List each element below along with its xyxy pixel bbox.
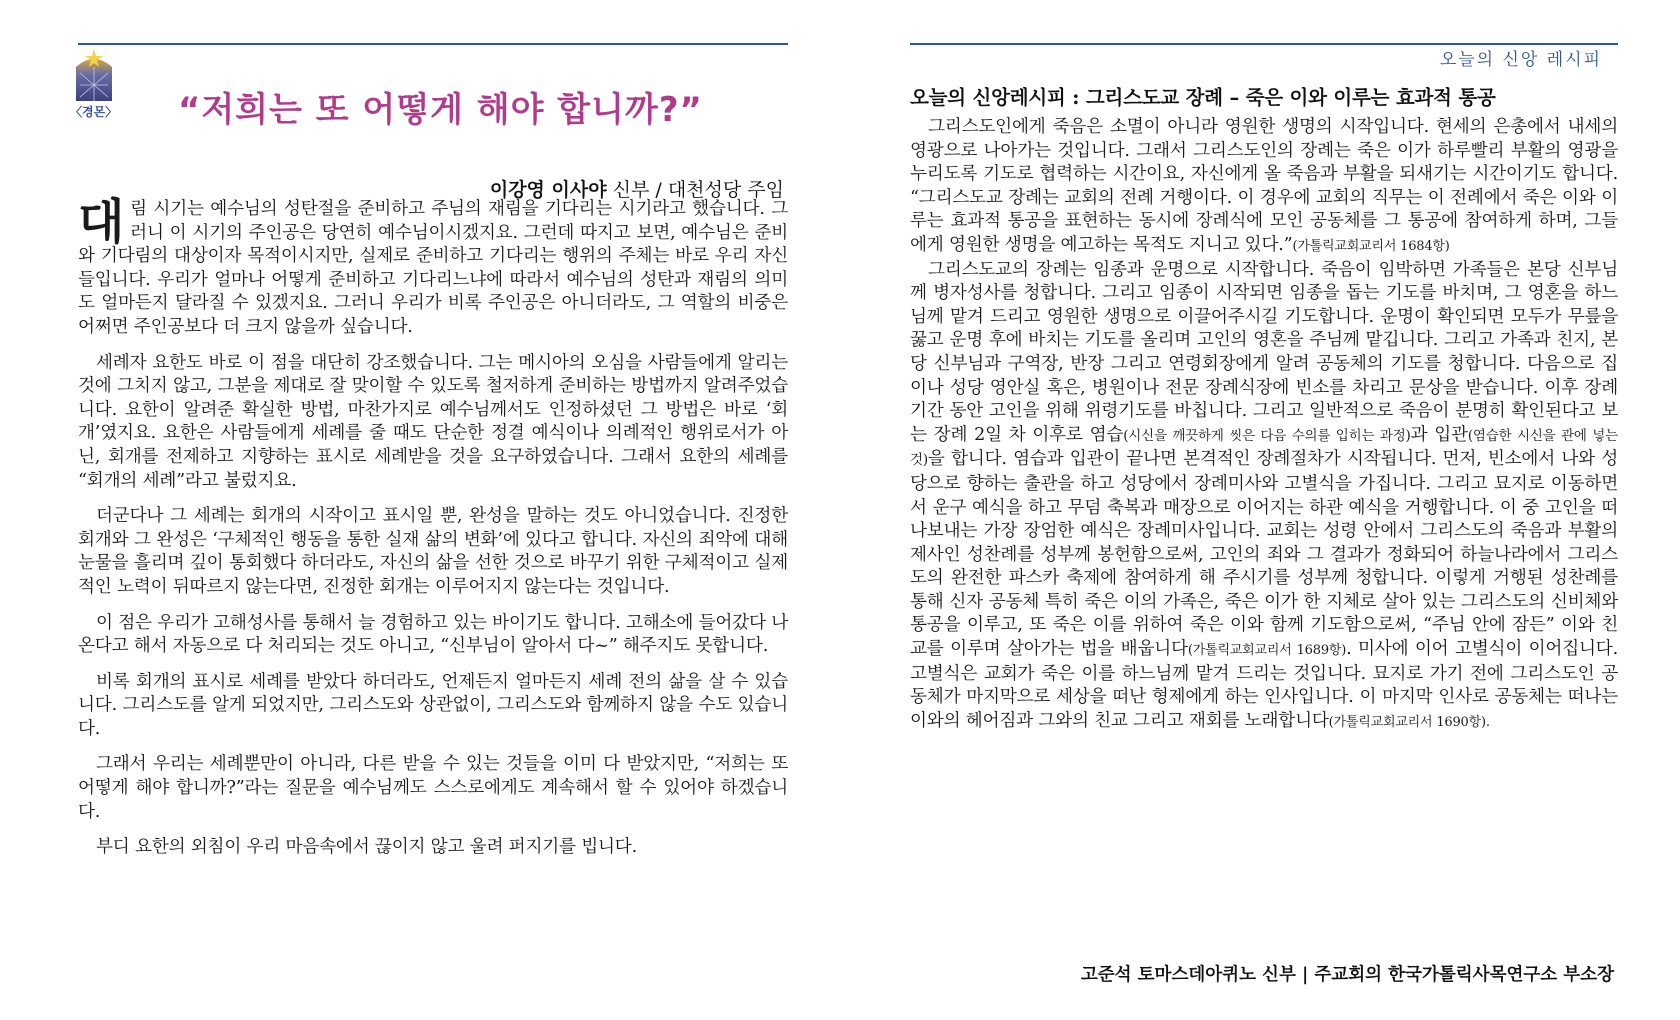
footnote-inline: (시신을 깨끗하게 씻은 다음 수의를 입히는 과정) — [1123, 427, 1411, 444]
footnote-inline: (염습한 시신을 관에 넣는 것) — [910, 427, 1618, 469]
paragraph: 대림 시기는 예수님의 성탄절을 준비하고 주님의 재림을 기다리는 시기라고 했습니다. 그러니 이 시기의 주인공은 당연히 예수님이시겠지요. 그런데 따지고 보면, 예수님은 준비와 기다림의 대상이자 목적이시지만, 실제로 준비하고 기다리는 행위의 주체는 바로 우리 자신들입니다. 우리가 얼마나 어떻게 준비하고 기다리느냐에 따라서 예수님의 성탄과 재림의 의미도 얼마든지 달라질 수 있겠지요. 그러니 우리가 비록 주인공은 아니더라도, 그 역할의 비중은 어쩌면 주인공보다 더 크지 않을까 싶습니다. — [78, 194, 788, 337]
paragraph: 비록 회개의 표시로 세례를 받았다 하더라도, 언제든지 얼마든지 세례 전의 삶을 살 수 있습니다. 그리스도를 알게 되었지만, 그리스도와 상관없이, 그리스도와 함께하지 않을 수도 있습니다. — [78, 671, 788, 739]
paragraph: 그리스도교의 장례는 임종과 운명으로 시작합니다. 죽음이 임박하면 가족들은 본당 신부님께 병자성사를 청합니다. 그리고 임종이 시작되면 임종을 돕는 기도를 바치며, 그 영혼을 하느님께 맡겨 드리고 영원한 생명으로 이끌어주시길 기도합니다. 운명이 확인되면 모두가 무릎을 꿇고 운명 후에 바치는 기도를 올리며 고인의 영혼을 주님께 맡깁니다. 그리고 가족과 친지, 본당 신부님과 구역장, 반장 그리고 연령회장에게 알려 공동체의 기도를 청합니다. 다음으로 집이나 성당 영안실 혹은, 병원이나 전문 장례식장에 빈소를 차리고 문상을 받습니다. 이후 장례 기간 동안 고인을 위해 위령기도를 바칩니다. 그리고 일반적으로 죽음이 분명히 확인된다고 보는 장례 2일 차 이후로 염습(시신을 깨끗하게 씻은 다음 수의를 입히는 과정)과 입관(염습한 시신을 관에 넣는 것)을 합니다. 염습과 입관이 끝나면 본격적인 장례절차가 시작됩니다. 먼저, 빈소에서 나와 성당으로 향하는 출관을 하고 성당에서 장례미사와 고별식을 가집니다. 그리고 묘지로 이동하면서 운구 예식을 하고 무덤 축복과 매장으로 이어지는 하관 예식을 거행합니다. 이 중 고인을 떠나보내는 가장 장엄한 예식은 장례미사입니다. 교회는 성령 안에서 그리스도의 죽음과 부활의 제사인 성찬례를 성부께 봉헌함으로써, 고인의 죄와 그 결과가 정화되어 하늘나라에서 그리스도의 완전한 파스카 축제에 참여하게 해 주시기를 성부께 청합니다. 이렇게 거행된 성찬례를 통해 신자 공동체 특히 죽은 이의 가족은, 죽은 이가 한 지체로 살아 있는 그리스도의 신비체와 통공을 이루고, 또 죽은 이를 위하여 죽은 이와 함께 기도함으로써, “주님 안에 잠든” 이와 친교를 이루며 살아가는 법을 배웁니다(가톨릭교회교리서 1689항). 미사에 이어 고별식이 이어집니다. 고별식은 교회가 죽은 이를 하느님께 맡겨 드리는 것입니다. 묘지로 가기 전에 그리스도인 공동체가 마지막으로 세상을 떠난 형제에게 하는 인사입니다. 이 마지막 인사로 공동체는 떠나는 이와의 헤어짐과 그와의 친교 그리고 재회를 노래합니다(가톨릭교회교리서 1690항). — [910, 259, 1618, 731]
right-article-body — [910, 116, 1618, 734]
paragraph: 부디 요한의 외침이 우리 마음속에서 끊이지 않고 울려 퍼지기를 빕니다. — [96, 837, 637, 858]
left-top-rule — [78, 43, 788, 45]
left-article-body — [78, 194, 788, 872]
logo-caption: 〈경몬〉 — [70, 105, 118, 119]
dropcap: 대 — [78, 194, 125, 250]
byline-name: 이강영 이사야 — [489, 179, 607, 201]
paragraph: 그리스도인에게 죽음은 소멸이 아니라 영원한 생명의 시작입니다. 현세의 은총에서 내세의 영광으로 나아가는 것입니다. 그래서 그리스도인의 장례는 죽은 이가 하루빨리 부활의 영광을 누리도록 기도로 협력하는 시간이요, 자신에게 올 죽음과 부활을 되새기는 시간이기도 합니다. “그리스도교 장례는 교회의 전례 거행이다. 이 경우에 교회의 직무는 이 전례에서 죽은 이와 이루는 효과적 통공을 표현하는 동시에 장례식에 모인 공동체를 그 통공에 참여하게 하며, 그들에게 영원한 생명을 예고하는 목적도 지니고 있다.”(가톨릭교회교리서 1684항) — [910, 117, 1618, 255]
byline-role: 신부 / 대천성당 주임 — [606, 179, 784, 201]
paragraph: 이 점은 우리가 고해성사를 통해서 늘 경험하고 있는 바이기도 합니다. 고해소에 들어갔다 나온다고 해서 자동으로 다 처리되는 것도 아니고, “신부님이 알아서 다~” 해주지도 못합니다. — [78, 612, 788, 657]
paragraph: 더군다나 그 세례는 회개의 시작이고 표시일 뿐, 완성을 말하는 것도 아니었습니다. 진정한 회개와 그 완성은 ‘구체적인 행동을 통한 실재 삶의 변화’에 있다고 합니다. 자신의 죄악에 대해 눈물을 흘리며 깊이 통회했다 하더라도, 자신의 삶을 선한 것으로 바꾸기 위한 구체적이고 실제적인 노력이 뒤따르지 않는다면, 진정한 회개는 이루어지지 않는다는 것입니다. — [78, 506, 788, 597]
citation: (가톨릭교회교리서 1684항) — [1292, 238, 1450, 254]
citation: (가톨릭교회교리서 1689항) — [1187, 643, 1347, 659]
paragraph: 세례자 요한도 바로 이 점을 대단히 강조했습니다. 그는 메시아의 오심을 사람들에게 알리는 것에 그치지 않고, 그분을 제대로 잘 맞이할 수 있도록 철저하게 준비하는 방법까지 알려주었습니다. 요한이 알려준 확실한 방법, 마찬가지로 예수님께서도 인정하셨던 그 방법은 바로 ‘회개’였지요. 요한은 사람들에게 세례를 줄 때도 단순한 정결 예식이나 의례적인 행위로서가 아닌, 회개를 전제하고 지향하는 표시로 세례받을 것을 요구하였습니다. 그래서 요한의 세례를 “회개의 세례”라고 불렀지요. — [78, 352, 788, 491]
article-title: “저희는 또 어떻게 해야 합니까?” — [178, 90, 703, 130]
left-page — [70, 0, 788, 1020]
paragraph: 그래서 우리는 세례뿐만이 아니라, 다른 받을 수 있는 것들을 이미 다 받았지만, “저희는 또 어떻게 해야 합니까?”라는 질문을 예수님께도 스스로에게도 계속해서 할 수 있어야 하겠습니다. — [78, 754, 788, 822]
right-page — [910, 0, 1618, 1020]
running-head: 오늘의 신앙 레시피 — [1439, 50, 1602, 70]
citation: (가톨릭교회교리서 1690항). — [1328, 714, 1490, 730]
section-title: 오늘의 신앙레시피 : 그리스도교 장례 – 죽은 이와 이루는 효과적 통공 — [910, 86, 1496, 109]
author-footer: 고준석 토마스데아퀴노 신부 | 주교회의 한국가톨릭사목연구소 부소장 — [1080, 965, 1614, 985]
